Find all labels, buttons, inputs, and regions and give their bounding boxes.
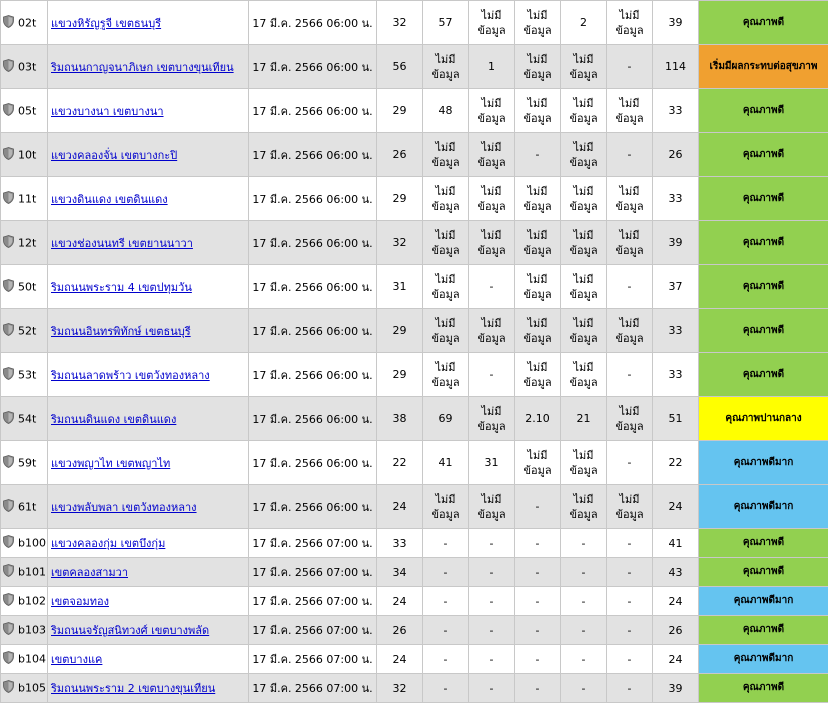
station-name-cell xyxy=(48,616,249,645)
aqi-value: 33 xyxy=(653,177,699,221)
station-id-cell xyxy=(1,529,48,558)
measurement-value: 26 xyxy=(377,616,423,645)
table-row xyxy=(1,587,828,616)
measurement-value: - xyxy=(515,529,561,558)
timestamp: 17 มี.ค. 2566 06:00 น. xyxy=(249,309,377,353)
measurement-value: ไม่มีข้อมูล xyxy=(423,485,469,529)
quality-badge: คุณภาพดี xyxy=(699,674,828,703)
measurement-value: 29 xyxy=(377,309,423,353)
quality-badge: คุณภาพดี xyxy=(699,1,828,45)
measurement-value: ไม่มีข้อมูล xyxy=(515,1,561,45)
station-name-cell xyxy=(48,587,249,616)
measurement-value: - xyxy=(515,674,561,703)
station-name-cell xyxy=(48,89,249,133)
timestamp: 17 มี.ค. 2566 06:00 น. xyxy=(249,177,377,221)
station-link[interactable]: แขวงหิรัญรูจี เขตธนบุรี xyxy=(51,16,162,30)
measurement-value: - xyxy=(469,353,515,397)
station-name-cell xyxy=(48,133,249,177)
station-id: 50t xyxy=(18,280,37,293)
station-id: 53t xyxy=(18,368,37,381)
quality-badge: คุณภาพดี xyxy=(699,133,828,177)
measurement-value: 57 xyxy=(423,1,469,45)
timestamp: 17 มี.ค. 2566 06:00 น. xyxy=(249,485,377,529)
measurement-value: - xyxy=(607,616,653,645)
measurement-value: - xyxy=(607,441,653,485)
measurement-value: - xyxy=(423,558,469,587)
measurement-value: 24 xyxy=(377,645,423,674)
measurement-value: ไม่มีข้อมูล xyxy=(607,89,653,133)
quality-badge: คุณภาพดี xyxy=(699,529,828,558)
station-link[interactable]: แขวงคลองกุ่ม เขตบึงกุ่ม xyxy=(51,537,166,550)
quality-badge: คุณภาพดี xyxy=(699,616,828,645)
table-row xyxy=(1,674,828,703)
timestamp: 17 มี.ค. 2566 06:00 น. xyxy=(249,397,377,441)
station-name-cell xyxy=(48,674,249,703)
station-id: 59t xyxy=(18,456,37,469)
shield-icon xyxy=(3,411,14,427)
measurement-value: ไม่มีข้อมูล xyxy=(515,309,561,353)
station-id-cell xyxy=(1,645,48,674)
station-id-cell xyxy=(1,616,48,645)
measurement-value: ไม่มีข้อมูล xyxy=(423,177,469,221)
measurement-value: 24 xyxy=(377,485,423,529)
aqi-value: 43 xyxy=(653,558,699,587)
table-row xyxy=(1,353,828,397)
measurement-value: ไม่มีข้อมูล xyxy=(515,45,561,89)
measurement-value: 2.10 xyxy=(515,397,561,441)
measurement-value: 22 xyxy=(377,441,423,485)
station-link[interactable]: แขวงช่องนนทรี เขตยานนาวา xyxy=(51,236,193,250)
measurement-value: ไม่มีข้อมูล xyxy=(561,265,607,309)
aqi-value: 41 xyxy=(653,529,699,558)
measurement-value: - xyxy=(469,587,515,616)
measurement-value: - xyxy=(423,529,469,558)
measurement-value: - xyxy=(561,616,607,645)
aqi-value: 33 xyxy=(653,89,699,133)
measurement-value: - xyxy=(515,616,561,645)
station-id: 54t xyxy=(18,412,37,425)
table-row xyxy=(1,89,828,133)
station-name-cell xyxy=(48,529,249,558)
station-name-cell xyxy=(48,221,249,265)
measurement-value: ไม่มีข้อมูล xyxy=(423,45,469,89)
measurement-value: ไม่มีข้อมูล xyxy=(561,89,607,133)
measurement-value: ไม่มีข้อมูล xyxy=(607,1,653,45)
station-id-cell xyxy=(1,353,48,397)
measurement-value: ไม่มีข้อมูล xyxy=(607,397,653,441)
measurement-value: 1 xyxy=(469,45,515,89)
station-id: 11t xyxy=(18,192,37,205)
measurement-value: - xyxy=(469,616,515,645)
measurement-value: ไม่มีข้อมูล xyxy=(423,265,469,309)
station-link[interactable]: ริมถนนพระราม 4 เขตปทุมวัน xyxy=(51,280,192,294)
timestamp: 17 มี.ค. 2566 06:00 น. xyxy=(249,265,377,309)
measurement-value: ไม่มีข้อมูล xyxy=(423,221,469,265)
station-name-cell xyxy=(48,265,249,309)
measurement-value: - xyxy=(469,265,515,309)
station-id-cell xyxy=(1,397,48,441)
aqi-value: 33 xyxy=(653,353,699,397)
aqi-value: 26 xyxy=(653,616,699,645)
measurement-value: ไม่มีข้อมูล xyxy=(469,221,515,265)
measurement-value: 33 xyxy=(377,529,423,558)
station-id-cell xyxy=(1,177,48,221)
station-id: b101 xyxy=(18,565,46,579)
quality-badge: คุณภาพดีมาก xyxy=(699,441,828,485)
measurement-value: - xyxy=(607,674,653,703)
shield-icon xyxy=(3,680,14,696)
table-row xyxy=(1,485,828,529)
timestamp: 17 มี.ค. 2566 06:00 น. xyxy=(249,45,377,89)
table-row xyxy=(1,177,828,221)
table-row xyxy=(1,441,828,485)
measurement-value: - xyxy=(423,645,469,674)
timestamp: 17 มี.ค. 2566 07:00 น. xyxy=(249,558,377,587)
measurement-value: 34 xyxy=(377,558,423,587)
station-id-cell xyxy=(1,1,48,45)
station-name-cell xyxy=(48,485,249,529)
measurement-value: ไม่มีข้อมูล xyxy=(515,89,561,133)
station-id: 52t xyxy=(18,324,37,337)
aqi-value: 39 xyxy=(653,221,699,265)
table-row xyxy=(1,529,828,558)
shield-icon xyxy=(3,593,14,609)
station-name-cell xyxy=(48,397,249,441)
aqi-value: 114 xyxy=(653,45,699,89)
station-link[interactable]: ริมถนนพระราม 2 เขตบางขุนเทียน xyxy=(51,682,216,695)
timestamp: 17 มี.ค. 2566 06:00 น. xyxy=(249,353,377,397)
measurement-value: 24 xyxy=(377,587,423,616)
table-row xyxy=(1,221,828,265)
measurement-value: 31 xyxy=(469,441,515,485)
measurement-value: 32 xyxy=(377,221,423,265)
station-link[interactable]: แขวงคลองจั่น เขตบางกะปิ xyxy=(51,148,178,162)
measurement-value: - xyxy=(607,265,653,309)
station-link[interactable]: เขตคลองสามวา xyxy=(51,566,128,579)
measurement-value: ไม่มีข้อมูล xyxy=(607,485,653,529)
station-id-cell xyxy=(1,221,48,265)
measurement-value: ไม่มีข้อมูล xyxy=(423,353,469,397)
station-id-cell xyxy=(1,441,48,485)
table-row xyxy=(1,1,828,45)
table-row xyxy=(1,265,828,309)
station-link[interactable]: แขวงดินแดง เขตดินแดง xyxy=(51,192,168,206)
measurement-value: - xyxy=(469,645,515,674)
timestamp: 17 มี.ค. 2566 07:00 น. xyxy=(249,529,377,558)
quality-badge: คุณภาพดีมาก xyxy=(699,587,828,616)
measurement-value: ไม่มีข้อมูล xyxy=(423,133,469,177)
measurement-value: ไม่มีข้อมูล xyxy=(469,397,515,441)
shield-icon xyxy=(3,235,14,251)
measurement-value: - xyxy=(561,645,607,674)
aqi-value: 24 xyxy=(653,645,699,674)
shield-icon xyxy=(3,455,14,471)
station-link[interactable]: แขวงพญาไท เขตพญาไท xyxy=(51,456,171,470)
measurement-value: 32 xyxy=(377,674,423,703)
station-id: 61t xyxy=(18,500,37,513)
station-name-cell xyxy=(48,645,249,674)
measurement-value: - xyxy=(561,587,607,616)
shield-icon xyxy=(3,499,14,515)
station-name-cell xyxy=(48,441,249,485)
quality-badge: คุณภาพดี xyxy=(699,177,828,221)
station-id: b103 xyxy=(18,623,46,637)
aqi-value: 22 xyxy=(653,441,699,485)
station-id-cell xyxy=(1,89,48,133)
timestamp: 17 มี.ค. 2566 06:00 น. xyxy=(249,89,377,133)
station-name-cell xyxy=(48,353,249,397)
measurement-value: ไม่มีข้อมูล xyxy=(423,309,469,353)
timestamp: 17 มี.ค. 2566 06:00 น. xyxy=(249,441,377,485)
quality-badge: คุณภาพดี xyxy=(699,265,828,309)
shield-icon xyxy=(3,535,14,551)
measurement-value: - xyxy=(423,587,469,616)
timestamp: 17 มี.ค. 2566 07:00 น. xyxy=(249,674,377,703)
station-id-cell xyxy=(1,45,48,89)
station-name-cell xyxy=(48,177,249,221)
measurement-value: 38 xyxy=(377,397,423,441)
timestamp: 17 มี.ค. 2566 07:00 น. xyxy=(249,616,377,645)
station-id: 02t xyxy=(18,16,37,29)
station-link[interactable]: แขวงบางนา เขตบางนา xyxy=(51,104,164,118)
measurement-value: ไม่มีข้อมูล xyxy=(469,1,515,45)
station-id: b102 xyxy=(18,594,46,608)
station-link[interactable]: เขตบางแค xyxy=(51,653,103,666)
station-id-cell xyxy=(1,674,48,703)
measurement-value: 56 xyxy=(377,45,423,89)
measurement-value: ไม่มีข้อมูล xyxy=(515,221,561,265)
shield-icon xyxy=(3,147,14,163)
station-id: 05t xyxy=(18,104,37,117)
station-id-cell xyxy=(1,587,48,616)
timestamp: 17 มี.ค. 2566 06:00 น. xyxy=(249,133,377,177)
quality-badge: คุณภาพดี xyxy=(699,221,828,265)
aqi-value: 37 xyxy=(653,265,699,309)
quality-badge: คุณภาพดี xyxy=(699,353,828,397)
timestamp: 17 มี.ค. 2566 07:00 น. xyxy=(249,645,377,674)
station-link[interactable]: ริมถนนจรัญสนิทวงศ์ เขตบางพลัด xyxy=(51,624,210,637)
table-row xyxy=(1,616,828,645)
table-row xyxy=(1,645,828,674)
measurement-value: - xyxy=(561,529,607,558)
station-id: b100 xyxy=(18,536,46,550)
measurement-value: - xyxy=(515,558,561,587)
station-id: 12t xyxy=(18,236,37,249)
measurement-value: 48 xyxy=(423,89,469,133)
timestamp: 17 มี.ค. 2566 07:00 น. xyxy=(249,587,377,616)
aqi-value: 39 xyxy=(653,1,699,45)
station-id-cell xyxy=(1,133,48,177)
shield-icon xyxy=(3,323,14,339)
measurement-value: ไม่มีข้อมูล xyxy=(607,221,653,265)
measurement-value: ไม่มีข้อมูล xyxy=(515,441,561,485)
measurement-value: - xyxy=(469,558,515,587)
station-link[interactable]: ริมถนนอินทรพิทักษ์ เขตธนบุรี xyxy=(51,324,191,338)
table-row xyxy=(1,45,828,89)
measurement-value: 29 xyxy=(377,89,423,133)
measurement-value: ไม่มีข้อมูล xyxy=(515,177,561,221)
table-row xyxy=(1,397,828,441)
measurement-value: - xyxy=(607,133,653,177)
measurement-value: 31 xyxy=(377,265,423,309)
quality-badge: คุณภาพดีมาก xyxy=(699,485,828,529)
measurement-value: - xyxy=(607,45,653,89)
table-row xyxy=(1,309,828,353)
shield-icon xyxy=(3,367,14,383)
measurement-value: ไม่มีข้อมูล xyxy=(561,133,607,177)
shield-icon xyxy=(3,103,14,119)
station-id: b104 xyxy=(18,652,46,666)
measurement-value: - xyxy=(607,645,653,674)
station-rows xyxy=(1,1,828,703)
aqi-value: 26 xyxy=(653,133,699,177)
station-name-cell xyxy=(48,45,249,89)
measurement-value: ไม่มีข้อมูล xyxy=(561,221,607,265)
station-link[interactable]: ริมถนนลาดพร้าว เขตวังทองหลาง xyxy=(51,368,210,382)
station-link[interactable]: แขวงพลับพลา เขตวังทองหลาง xyxy=(51,500,197,514)
measurement-value: - xyxy=(423,674,469,703)
station-link[interactable]: ริมถนนดินแดง เขตดินแดง xyxy=(51,412,177,426)
measurement-value: ไม่มีข้อมูล xyxy=(561,353,607,397)
measurement-value: - xyxy=(515,645,561,674)
measurement-value: ไม่มีข้อมูล xyxy=(561,45,607,89)
measurement-value: ไม่มีข้อมูล xyxy=(561,177,607,221)
measurement-value: ไม่มีข้อมูล xyxy=(469,309,515,353)
measurement-value: 29 xyxy=(377,177,423,221)
measurement-value: - xyxy=(423,616,469,645)
measurement-value: - xyxy=(607,587,653,616)
station-link[interactable]: เขตจอมทอง xyxy=(51,595,109,608)
station-id-cell xyxy=(1,485,48,529)
station-id: 10t xyxy=(18,148,37,161)
aqi-value: 39 xyxy=(653,674,699,703)
measurement-value: ไม่มีข้อมูล xyxy=(515,265,561,309)
shield-icon xyxy=(3,59,14,75)
measurement-value: 26 xyxy=(377,133,423,177)
measurement-value: 21 xyxy=(561,397,607,441)
measurement-value: - xyxy=(515,485,561,529)
station-name-cell xyxy=(48,558,249,587)
measurement-value: - xyxy=(607,558,653,587)
measurement-value: ไม่มีข้อมูล xyxy=(561,485,607,529)
timestamp: 17 มี.ค. 2566 06:00 น. xyxy=(249,221,377,265)
table-row xyxy=(1,558,828,587)
quality-badge: คุณภาพดี xyxy=(699,89,828,133)
measurement-value: - xyxy=(469,674,515,703)
station-name-cell xyxy=(48,1,249,45)
quality-badge: คุณภาพปานกลาง xyxy=(699,397,828,441)
station-id-cell xyxy=(1,558,48,587)
measurement-value: 29 xyxy=(377,353,423,397)
shield-icon xyxy=(3,191,14,207)
timestamp: 17 มี.ค. 2566 06:00 น. xyxy=(249,1,377,45)
measurement-value: - xyxy=(607,353,653,397)
shield-icon xyxy=(3,279,14,295)
shield-icon xyxy=(3,651,14,667)
quality-badge: เริ่มมีผลกระทบต่อสุขภาพ xyxy=(699,45,828,89)
measurement-value: ไม่มีข้อมูล xyxy=(469,177,515,221)
measurement-value: 2 xyxy=(561,1,607,45)
table-row xyxy=(1,133,828,177)
measurement-value: ไม่มีข้อมูล xyxy=(469,485,515,529)
measurement-value: - xyxy=(607,529,653,558)
measurement-value: ไม่มีข้อมูล xyxy=(469,89,515,133)
aqi-value: 24 xyxy=(653,587,699,616)
measurement-value: 32 xyxy=(377,1,423,45)
aqi-value: 33 xyxy=(653,309,699,353)
measurement-value: ไม่มีข้อมูล xyxy=(469,133,515,177)
shield-icon xyxy=(3,564,14,580)
station-id: 03t xyxy=(18,60,37,73)
quality-badge: คุณภาพดี xyxy=(699,309,828,353)
station-id: b105 xyxy=(18,681,46,695)
station-id-cell xyxy=(1,265,48,309)
shield-icon xyxy=(3,622,14,638)
measurement-value: - xyxy=(515,133,561,177)
quality-badge: คุณภาพดี xyxy=(699,558,828,587)
measurement-value: ไม่มีข้อมูล xyxy=(561,441,607,485)
measurement-value: ไม่มีข้อมูล xyxy=(561,309,607,353)
station-name-cell xyxy=(48,309,249,353)
station-id-cell xyxy=(1,309,48,353)
measurement-value: ไม่มีข้อมูล xyxy=(607,177,653,221)
measurement-value: - xyxy=(469,529,515,558)
measurement-value: ไม่มีข้อมูล xyxy=(515,353,561,397)
measurement-value: 69 xyxy=(423,397,469,441)
measurement-value: - xyxy=(561,674,607,703)
aqi-value: 24 xyxy=(653,485,699,529)
measurement-value: 41 xyxy=(423,441,469,485)
quality-badge: คุณภาพดีมาก xyxy=(699,645,828,674)
shield-icon xyxy=(3,15,14,31)
aqi-value: 51 xyxy=(653,397,699,441)
station-link[interactable]: ริมถนนกาญจนาภิเษก เขตบางขุนเทียน xyxy=(51,60,234,74)
measurement-value: ไม่มีข้อมูล xyxy=(607,309,653,353)
measurement-value: - xyxy=(515,587,561,616)
measurement-value: - xyxy=(561,558,607,587)
